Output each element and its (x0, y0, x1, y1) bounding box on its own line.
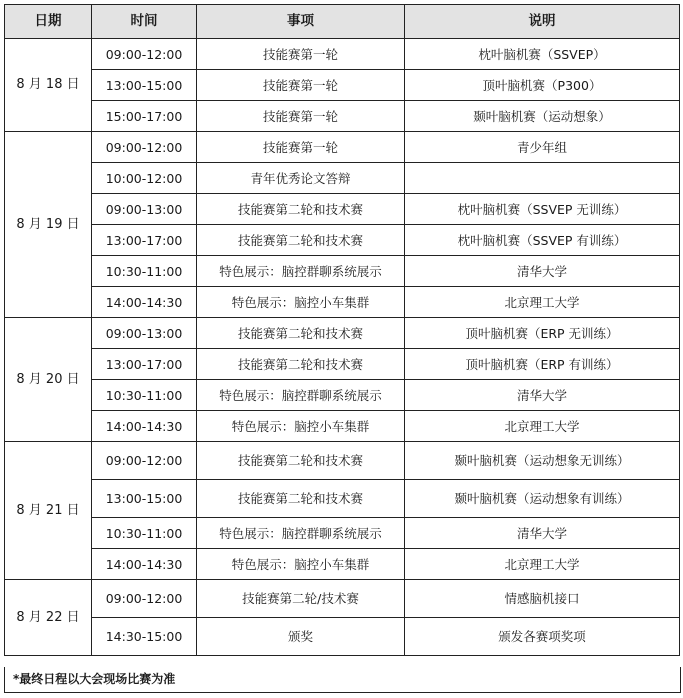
time-cell: 15:00-17:00 (92, 101, 197, 132)
date-cell: 8 月 21 日 (5, 442, 92, 580)
note-cell: 颁发各赛项奖项 (405, 618, 680, 656)
table-row (5, 256, 680, 287)
note-cell: 枕叶脑机赛（SSVEP） (405, 39, 680, 70)
table-row (5, 101, 680, 132)
note-cell: 清华大学 (405, 256, 680, 287)
time-cell: 10:30-11:00 (92, 518, 197, 549)
note-cell: 枕叶脑机赛（SSVEP 无训练） (405, 194, 680, 225)
header-row (5, 5, 680, 39)
note-cell: 青少年组 (405, 132, 680, 163)
date-cell: 8 月 19 日 (5, 132, 92, 318)
item-cell: 特色展示：脑控小车集群 (197, 287, 405, 318)
date-cell: 8 月 20 日 (5, 318, 92, 442)
table-row (5, 580, 680, 618)
time-cell: 10:30-11:00 (92, 380, 197, 411)
item-cell: 技能赛第一轮 (197, 39, 405, 70)
time-cell: 09:00-13:00 (92, 318, 197, 349)
time-cell: 13:00-15:00 (92, 480, 197, 518)
table-row (5, 163, 680, 194)
item-cell: 技能赛第二轮和技术赛 (197, 194, 405, 225)
note-cell: 顶叶脑机赛（ERP 无训练） (405, 318, 680, 349)
time-cell: 10:30-11:00 (92, 256, 197, 287)
schedule-table (4, 4, 680, 656)
note-cell: 顶叶脑机赛（P300） (405, 70, 680, 101)
item-cell: 青年优秀论文答辩 (197, 163, 405, 194)
item-cell: 技能赛第二轮和技术赛 (197, 442, 405, 480)
table-row (5, 70, 680, 101)
item-cell: 技能赛第二轮和技术赛 (197, 349, 405, 380)
table-body (5, 39, 680, 656)
table-row (5, 349, 680, 380)
item-cell: 颁奖 (197, 618, 405, 656)
time-cell: 14:00-14:30 (92, 549, 197, 580)
header-item: 事项 (197, 5, 405, 39)
time-cell: 10:00-12:00 (92, 163, 197, 194)
item-cell: 技能赛第二轮和技术赛 (197, 318, 405, 349)
item-cell: 特色展示：脑控群聊系统展示 (197, 256, 405, 287)
table-row (5, 618, 680, 656)
item-cell: 技能赛第二轮/技术赛 (197, 580, 405, 618)
time-cell: 14:00-14:30 (92, 411, 197, 442)
table-row (5, 287, 680, 318)
item-cell: 技能赛第二轮和技术赛 (197, 225, 405, 256)
item-cell: 特色展示：脑控群聊系统展示 (197, 518, 405, 549)
table-row (5, 318, 680, 349)
item-cell: 技能赛第一轮 (197, 132, 405, 163)
item-cell: 特色展示：脑控群聊系统展示 (197, 380, 405, 411)
time-cell: 09:00-12:00 (92, 442, 197, 480)
table-row (5, 225, 680, 256)
footnote: *最终日程以大会现场比赛为准 (4, 667, 681, 693)
table-row (5, 39, 680, 70)
note-cell: 颞叶脑机赛（运动想象） (405, 101, 680, 132)
table-row (5, 132, 680, 163)
note-cell: 颞叶脑机赛（运动想象有训练） (405, 480, 680, 518)
time-cell: 13:00-17:00 (92, 349, 197, 380)
note-cell: 情感脑机接口 (405, 580, 680, 618)
item-cell: 技能赛第一轮 (197, 101, 405, 132)
time-cell: 09:00-12:00 (92, 39, 197, 70)
header-time: 时间 (92, 5, 197, 39)
item-cell: 特色展示：脑控小车集群 (197, 411, 405, 442)
table-row (5, 442, 680, 480)
item-cell: 特色展示：脑控小车集群 (197, 549, 405, 580)
table-header (5, 5, 680, 39)
time-cell: 14:00-14:30 (92, 287, 197, 318)
note-cell: 颞叶脑机赛（运动想象无训练） (405, 442, 680, 480)
note-cell: 清华大学 (405, 380, 680, 411)
date-cell: 8 月 22 日 (5, 580, 92, 656)
table-row (5, 480, 680, 518)
time-cell: 09:00-12:00 (92, 580, 197, 618)
note-cell (405, 163, 680, 194)
header-date: 日期 (5, 5, 92, 39)
time-cell: 09:00-13:00 (92, 194, 197, 225)
note-cell: 顶叶脑机赛（ERP 有训练） (405, 349, 680, 380)
time-cell: 13:00-17:00 (92, 225, 197, 256)
note-cell: 枕叶脑机赛（SSVEP 有训练） (405, 225, 680, 256)
note-cell: 北京理工大学 (405, 549, 680, 580)
item-cell: 技能赛第一轮 (197, 70, 405, 101)
date-cell: 8 月 18 日 (5, 39, 92, 132)
table-row (5, 380, 680, 411)
table-row (5, 411, 680, 442)
note-cell: 北京理工大学 (405, 411, 680, 442)
time-cell: 13:00-15:00 (92, 70, 197, 101)
note-cell: 清华大学 (405, 518, 680, 549)
table-row (5, 549, 680, 580)
header-note: 说明 (405, 5, 680, 39)
table-row (5, 194, 680, 225)
time-cell: 14:30-15:00 (92, 618, 197, 656)
time-cell: 09:00-12:00 (92, 132, 197, 163)
note-cell: 北京理工大学 (405, 287, 680, 318)
table-row (5, 518, 680, 549)
item-cell: 技能赛第二轮和技术赛 (197, 480, 405, 518)
